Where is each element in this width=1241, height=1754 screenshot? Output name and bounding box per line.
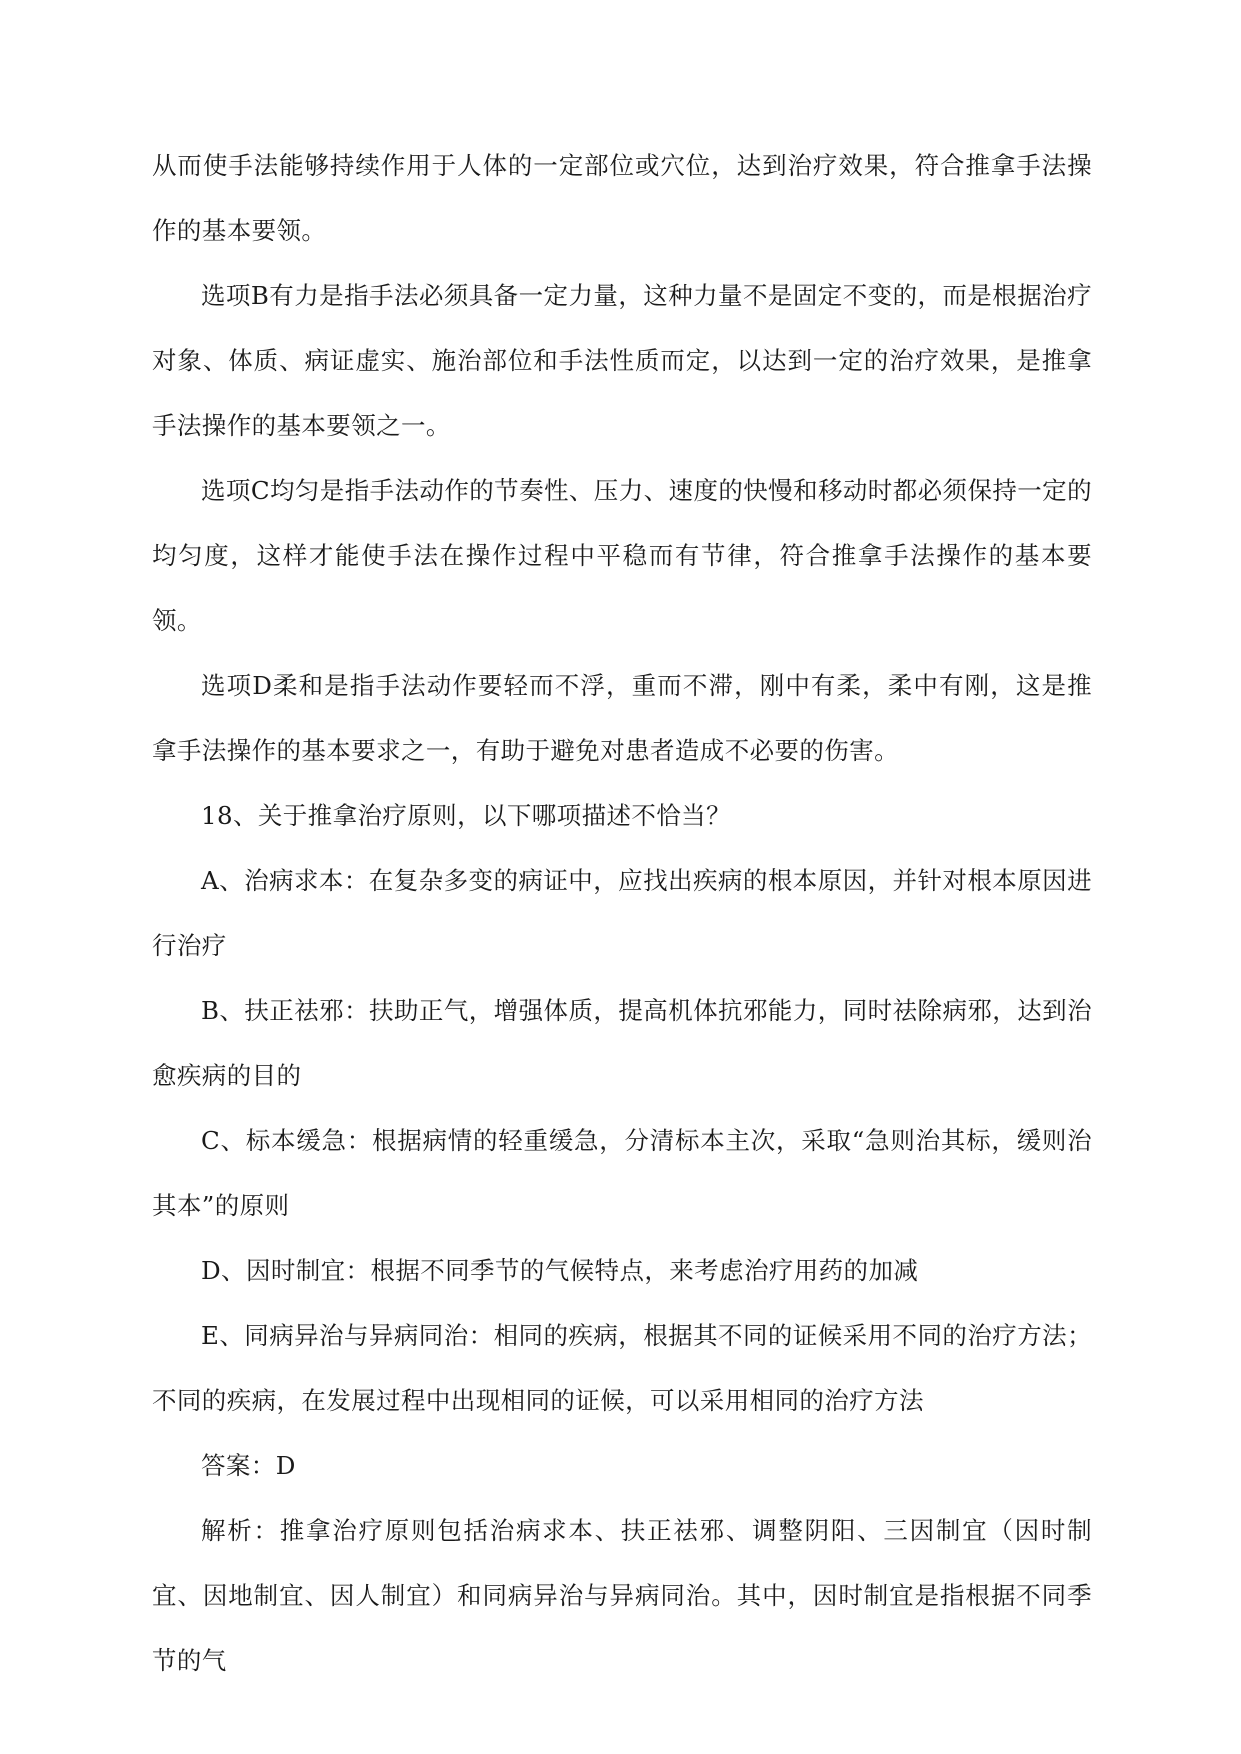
paragraph-option-c-explanation: 选项C均匀是指手法动作的节奏性、压力、速度的快慢和移动时都必须保持一定的均匀度，这样才能使手法在操作过程中平稳而有节律，符合推拿手法操作的基本要领。	[152, 476, 1092, 635]
choice-d: D、因时制宜：根据不同季节的气候特点，来考虑治疗用药的加减	[201, 1256, 919, 1285]
answer: 答案：D	[201, 1451, 296, 1480]
question-18: 18、关于推拿治疗原则，以下哪项描述不恰当？	[201, 801, 731, 830]
paragraph-option-d-explanation: 选项D柔和是指手法动作要轻而不浮，重而不滞，刚中有柔，柔中有刚，这是推拿手法操作的基本要求之一，有助于避免对患者造成不必要的伤害。	[152, 671, 1092, 765]
analysis: 解析：推拿治疗原则包括治病求本、扶正祛邪、调整阴阳、三因制宜（因时制宜、因地制宜、因人制宜）和同病异治与异病同治。其中，因时制宜是指根据不同季节的气	[152, 1516, 1092, 1675]
choice-b: B、扶正祛邪：扶助正气，增强体质，提高机体抗邪能力，同时祛除病邪，达到治愈疾病的目的	[152, 996, 1092, 1090]
paragraph-continuation: 从而使手法能够持续作用于人体的一定部位或穴位，达到治疗效果，符合推拿手法操作的基本要领。	[152, 151, 1092, 245]
choice-e: E、同病异治与异病同治：相同的疾病，根据其不同的证候采用不同的治疗方法；不同的疾病，在发展过程中出现相同的证候，可以采用相同的治疗方法	[152, 1321, 1092, 1415]
choice-c: C、标本缓急：根据病情的轻重缓急，分清标本主次，采取“急则治其标，缓则治其本”的原则	[152, 1126, 1092, 1220]
choice-a: A、治病求本：在复杂多变的病证中，应找出疾病的根本原因，并针对根本原因进行治疗	[152, 866, 1092, 960]
paragraph-option-b-explanation: 选项B有力是指手法必须具备一定力量，这种力量不是固定不变的，而是根据治疗对象、体质、病证虚实、施治部位和手法性质而定，以达到一定的治疗效果，是推拿手法操作的基本要领之一。	[152, 281, 1092, 440]
document-body	[152, 133, 1092, 1693]
